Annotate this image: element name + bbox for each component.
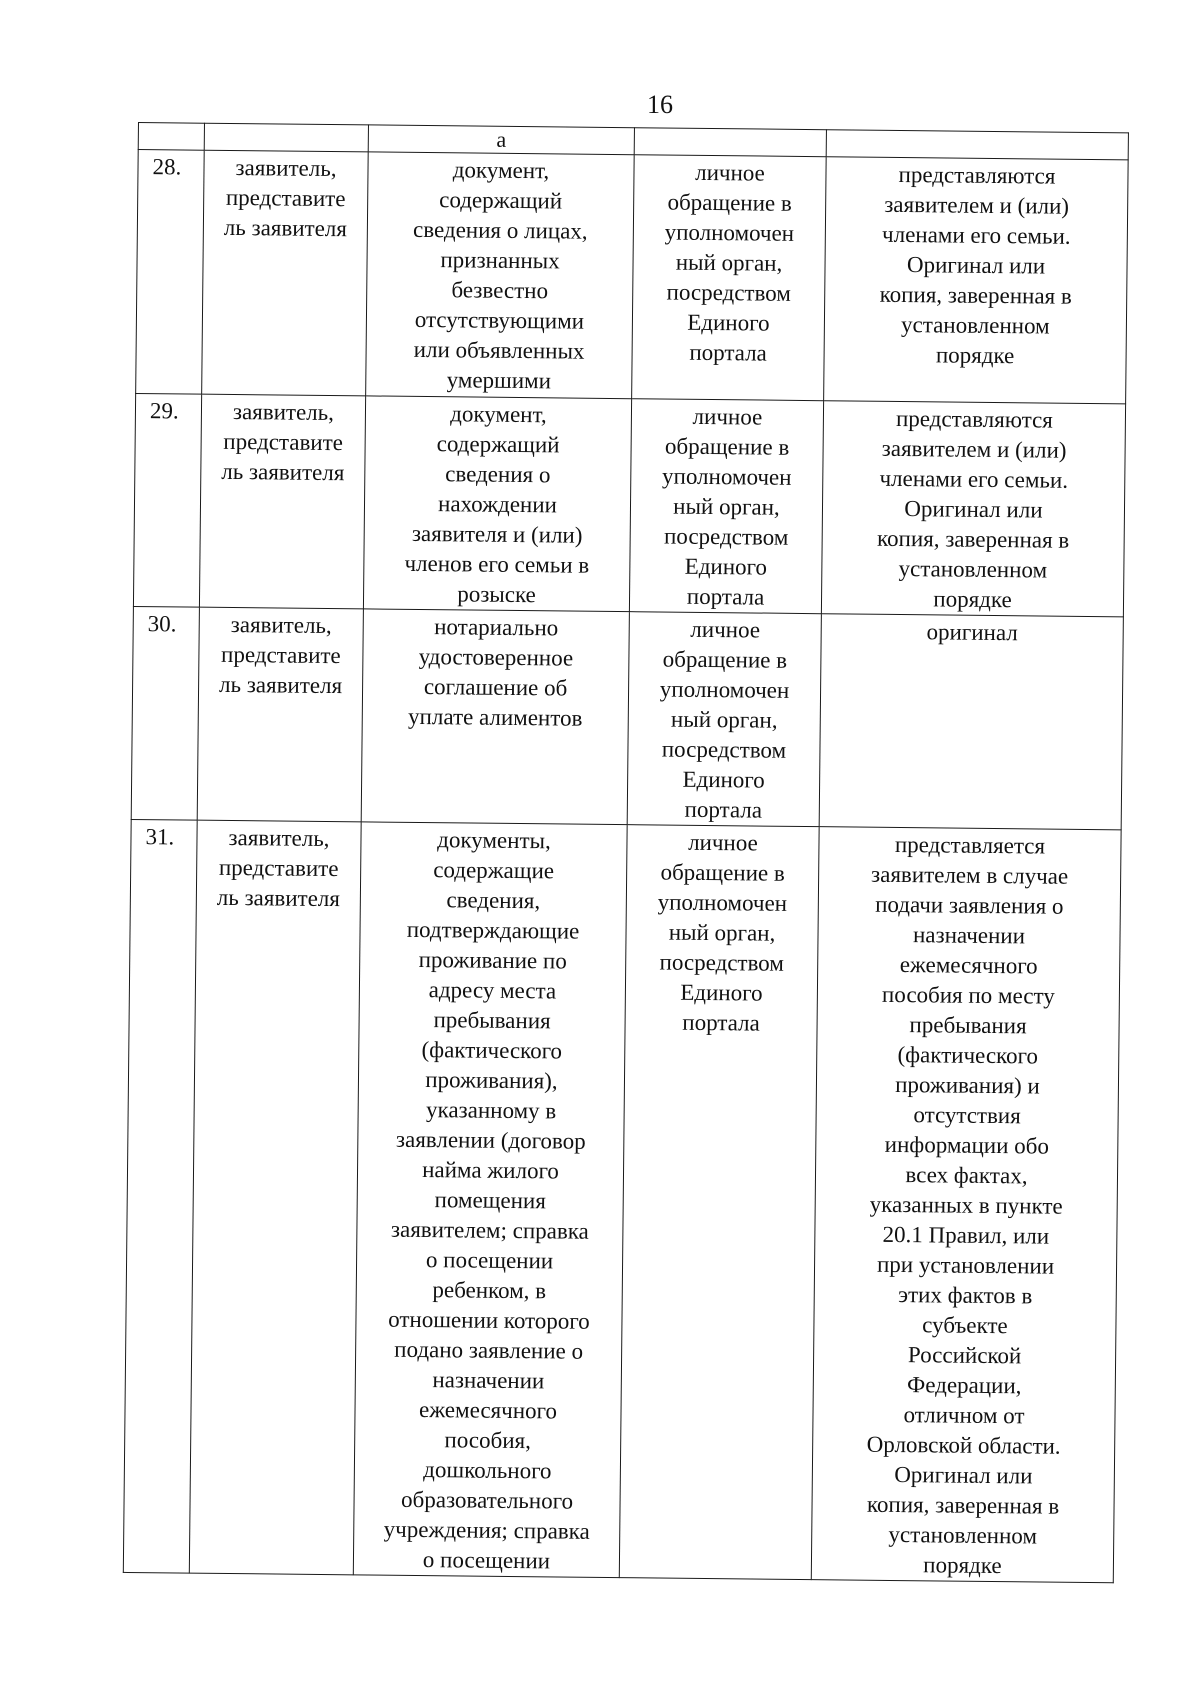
submission-method-cell: личное обращение в уполномочен ный орган, посредством Единого портала	[627, 612, 821, 827]
header-cell-method	[634, 128, 826, 157]
header-cell-note	[826, 130, 1128, 160]
table-row	[123, 819, 1121, 1582]
submission-method-cell: личное обращение в уполномочен ный орган, посредством Единого портала	[619, 825, 819, 1580]
header-cell-applicant	[204, 123, 368, 152]
header-cell-document: а	[368, 125, 634, 155]
row-number: 30.	[131, 606, 199, 820]
note-cell: оригинал	[819, 614, 1123, 830]
document-cell: документ, содержащий сведения о лицах, признанных безвестно отсутствующими или объявленных умершими	[366, 152, 635, 399]
table-row	[131, 606, 1123, 829]
document-cell: нотариально удостоверенное соглашение об уплате алиментов	[361, 609, 629, 825]
document-cell: документ, содержащий сведения о нахождении заявителя и (или) членов его семьи в розыске	[363, 396, 631, 612]
row-number: 29.	[133, 393, 201, 607]
table-row	[136, 150, 1129, 404]
documents-table	[123, 122, 1128, 1583]
applicant-cell: заявитель, представите ль заявителя	[189, 820, 361, 1575]
header-cell-num	[138, 123, 204, 151]
note-cell: представляются заявителем и (или) членами его семьи. Оригинал или копия, заверенная в установленном порядке	[824, 157, 1129, 404]
note-cell: представляются заявителем и (или) членами его семьи. Оригинал или копия, заверенная в установленном порядке	[821, 401, 1125, 617]
submission-method-cell: личное обращение в уполномочен ный орган, посредством Единого портала	[632, 155, 827, 401]
applicant-cell: заявитель, представите ль заявителя	[202, 150, 369, 396]
table-row	[133, 393, 1125, 616]
applicant-cell: заявитель, представите ль заявителя	[199, 394, 365, 609]
page-number: 16	[647, 90, 673, 119]
submission-method-cell: личное обращение в уполномочен ный орган, посредством Единого портала	[629, 399, 823, 614]
row-number: 31.	[123, 819, 197, 1573]
document-cell: документы, содержащие сведения, подтверждающие проживание по адресу места пребывания (фактического проживания), указанному в заявлении (договор найма жилого помещения заявителем; справка о посещении ребенком, в отношении которого подано заявление о назначении ежемесячного пособия, дошкольного образовательного учреждения; справка о посещении	[353, 822, 627, 1578]
row-number: 28.	[136, 150, 205, 395]
note-cell: представляется заявителем в случае подачи заявления о назначении ежемесячного пособия по месту пребывания (фактического проживания) и отсутствия информации обо всех фактах, указанных в пункте 20.1 Правил, или при установлении этих фактов в субъекте Российской Федерации, отличном от Орловской области. Оригинал или копия, заверенная в установленном порядке	[811, 827, 1121, 1583]
applicant-cell: заявитель, представите ль заявителя	[197, 607, 363, 822]
